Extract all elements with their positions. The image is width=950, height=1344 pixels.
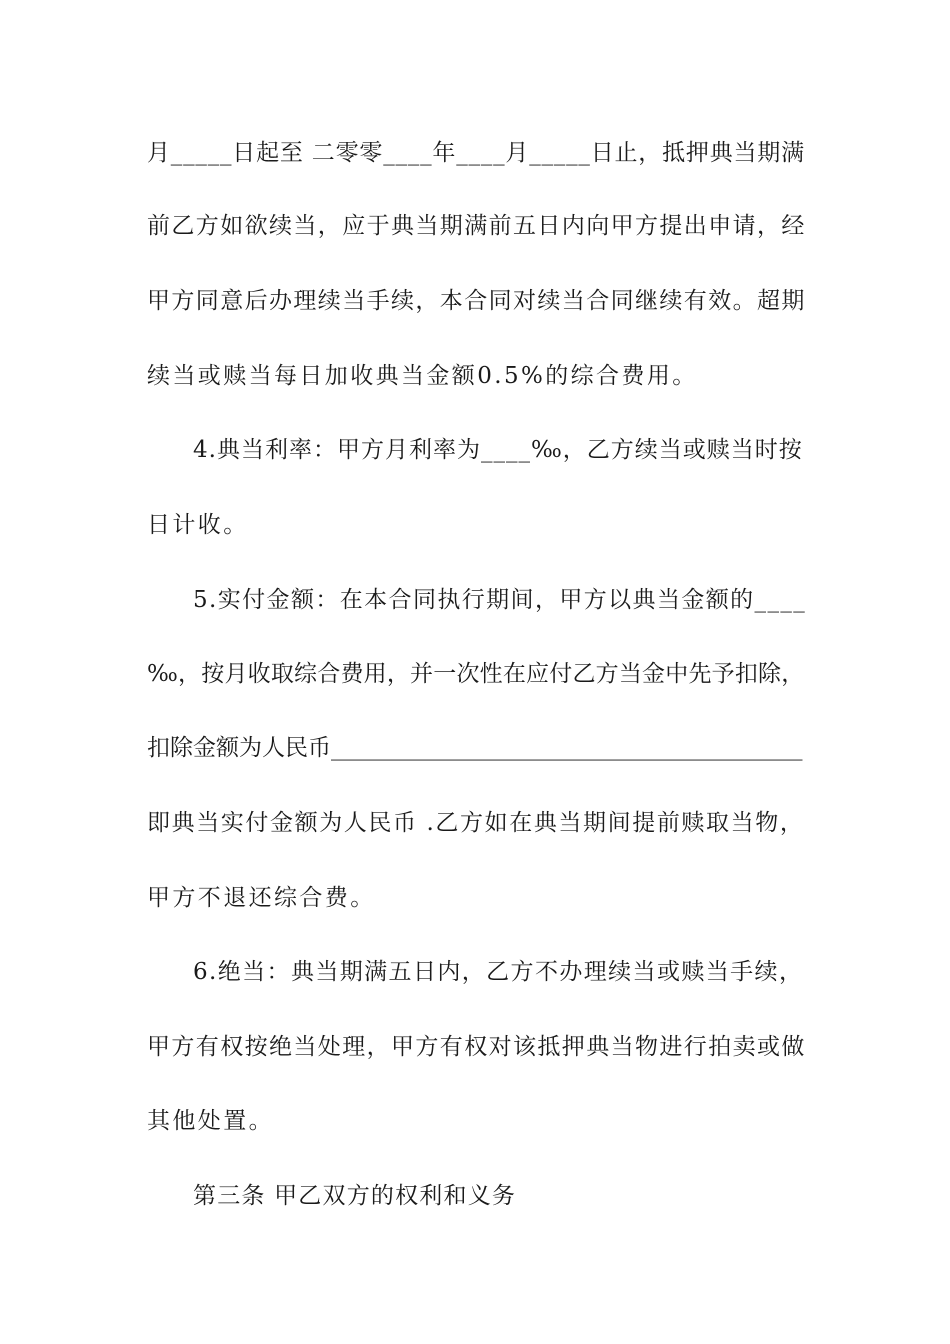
clause-forfeiture: 6.绝当：典当期满五日内，乙方不办理续当或赎当手续， bbox=[193, 959, 804, 985]
text-line-deduction-amount: 扣除金额为人民币_________________________________________ bbox=[147, 735, 803, 761]
text-line-renewal-application: 前乙方如欲续当，应于典当期满前五日内向甲方提出申请，经 bbox=[147, 213, 806, 239]
text-line-no-refund: 甲方不退还综合费。 bbox=[147, 885, 376, 911]
text-line-daily-calc: 日计收。 bbox=[147, 512, 249, 538]
section-heading-article-3: 第三条 甲乙双方的权利和义务 bbox=[193, 1183, 517, 1209]
text-line-term-period: 月_____日起至 二零零____年____月_____日止，抵押典当期满 bbox=[147, 140, 805, 166]
text-line-overdue-fee: 续当或赎当每日加收典当金额0.5%的综合费用。 bbox=[147, 363, 698, 389]
text-line-renewal-validity: 甲方同意后办理续当手续，本合同对续当合同继续有效。超期 bbox=[147, 288, 806, 314]
text-line-fee-deduction: ‰，按月收取综合费用，并一次性在应付乙方当金中先予扣除， bbox=[147, 661, 805, 687]
text-line-forfeiture-right: 甲方有权按绝当处理，甲方有权对该抵押典当物进行拍卖或做 bbox=[147, 1034, 806, 1060]
clause-actual-amount: 5.实付金额：在本合同执行期间，甲方以典当金额的____ bbox=[193, 587, 807, 613]
clause-interest-rate: 4.典当利率：甲方月利率为____‰，乙方续当或赎当时按 bbox=[193, 437, 803, 463]
text-line-other-disposal: 其他处置。 bbox=[147, 1108, 274, 1134]
text-line-actual-amount: 即典当实付金额为人民币 .乙方如在典当期间提前赎取当物， bbox=[147, 810, 805, 836]
